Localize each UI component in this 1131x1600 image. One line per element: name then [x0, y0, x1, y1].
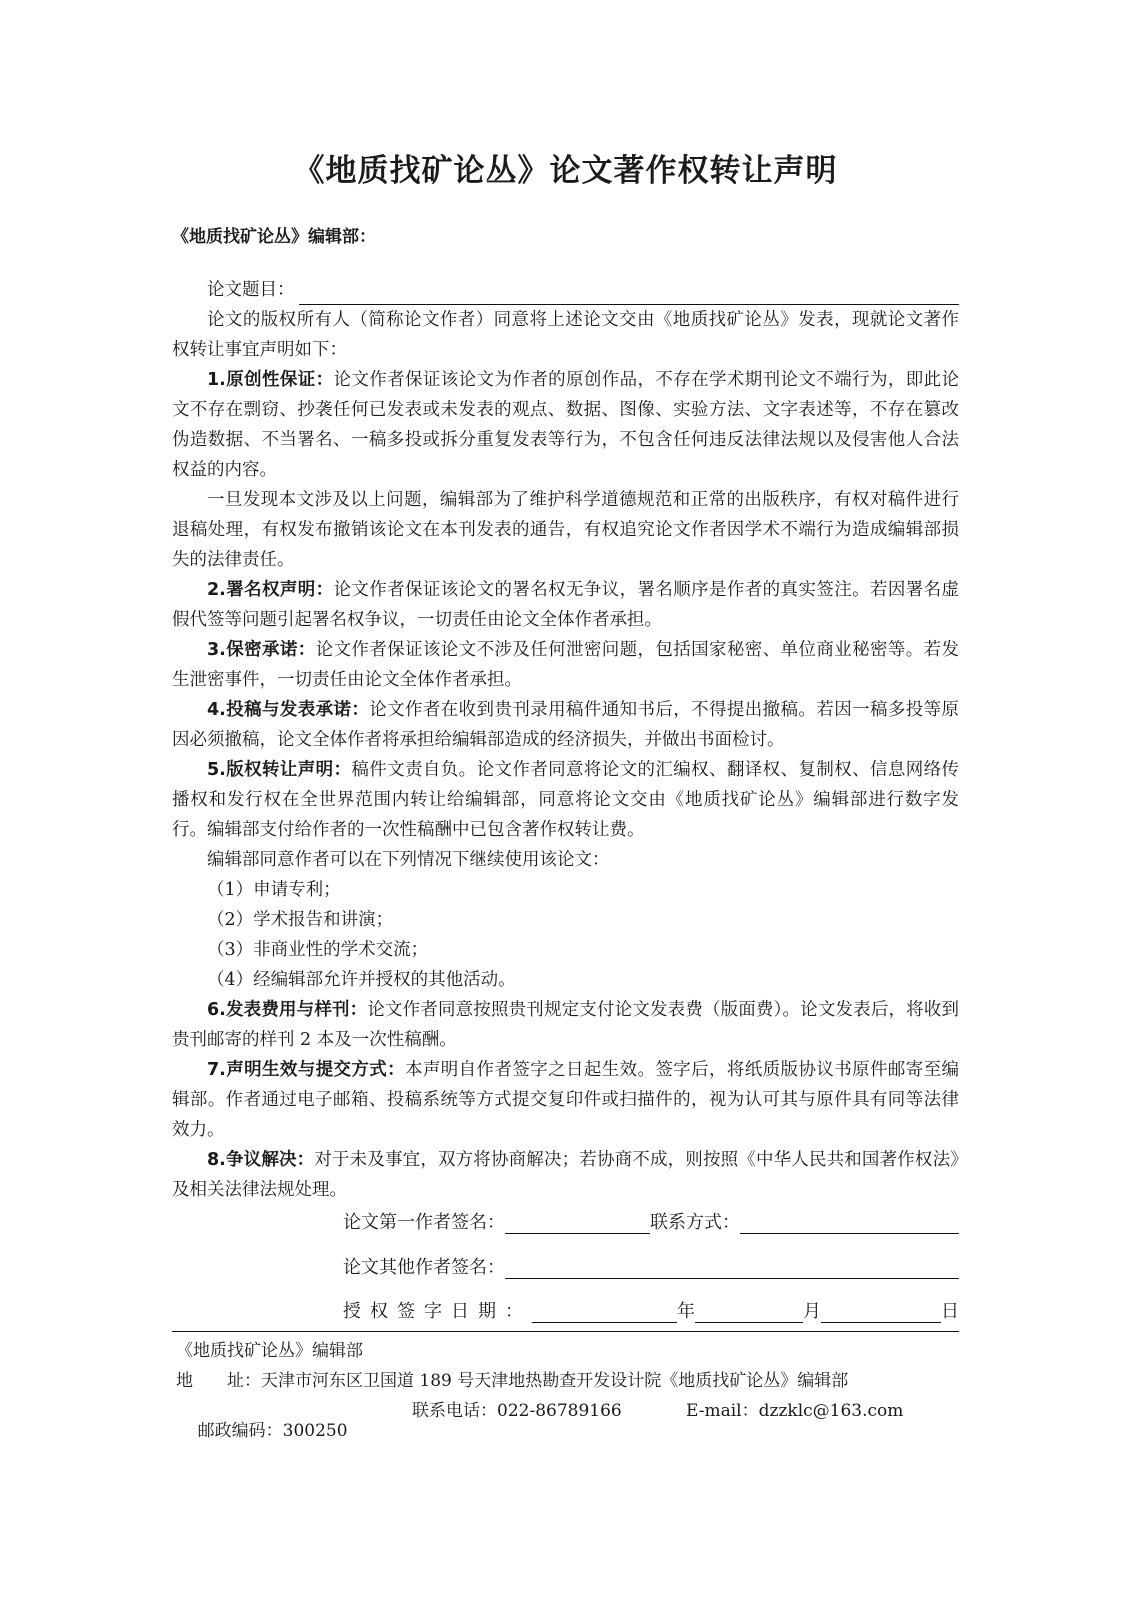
- footer-email-label: E-mail：: [686, 1401, 759, 1421]
- section-1-text: 论文作者保证该论文为作者的原创作品，不存在学术期刊论文不端行为，即此论文不存在剽窃、抄袭任何已发表或未发表的观点、数据、图像、实验方法、文字表述等，不存在篡改伪造数据、不当署名、一稿多投或拆分重复发表等行为，不包含任何违反法律法规以及侵害他人合法权益的内容。: [172, 370, 959, 480]
- footer-address: [176, 1366, 848, 1391]
- contact-field[interactable]: [740, 1209, 959, 1234]
- section-6-heading: 6.发表费用与样刊：: [207, 1000, 368, 1020]
- footer-postcode-value: 300250: [282, 1421, 348, 1441]
- section-4-heading: 4.投稿与发表承诺：: [207, 700, 370, 720]
- signature-row-date: [343, 1297, 959, 1323]
- year-label: 年: [677, 1301, 695, 1322]
- list-item: （4）经编辑部允许并授权的其他活动。: [207, 970, 516, 990]
- section-5-paragraph-2: 编辑部同意作者可以在下列情况下继续使用该论文：: [207, 850, 610, 870]
- section-8-heading: 8.争议解决：: [207, 1150, 315, 1170]
- section-6-text: 论文作者同意按照贵刊规定支付论文发表费（版面费）。论文发表后，将收到贵刊邮寄的样刊 2 本及一次性稿酬。: [172, 1000, 959, 1050]
- other-authors-label: 论文其他作者签名：: [343, 1257, 505, 1278]
- footer-phone-value: 022-86789166: [497, 1401, 622, 1421]
- first-author-signature-field[interactable]: [505, 1209, 650, 1234]
- addressee: 《地质找矿论丛》编辑部：: [172, 227, 376, 247]
- section-7-text: 本声明自作者签字之日起生效。签字后，将纸质版协议书原件邮寄至编辑部。作者通过电子邮箱、投稿系统等方式提交复印件或扫描件的，视为认可其与原件具有同等法律效力。: [172, 1060, 959, 1140]
- paper-title-row: [172, 275, 959, 305]
- footer-email: [686, 1396, 903, 1421]
- other-authors-signature-field[interactable]: [505, 1254, 959, 1279]
- footer-phone-label: 联系电话：: [412, 1401, 497, 1421]
- footer-org: 《地质找矿论丛》编辑部: [176, 1341, 363, 1361]
- date-label: 授权签字日期：: [343, 1301, 532, 1322]
- section-5-text: 稿件文责自负。论文作者同意将论文的汇编权、翻译权、复制权、信息网络传播权和发行权在全世界范围内转让给编辑部，同意将论文交由《地质找矿论丛》编辑部进行数字发行。编辑部支付给作者的一次性稿酬中已包含著作权转让费。: [172, 760, 960, 840]
- list-item: （3）非商业性的学术交流；: [207, 940, 429, 960]
- section-4-text: 论文作者在收到贵刊录用稿件通知书后，不得提出撤稿。若因一稿多投等原因必须撤稿，论文全体作者将承担给编辑部造成的经济损失，并做出书面检讨。: [172, 700, 959, 750]
- section-8: [172, 1145, 959, 1205]
- footer-address-value: 天津市河东区卫国道 189 号天津地热勘查开发设计院《地质找矿论丛》编辑部: [261, 1371, 849, 1391]
- year-field[interactable]: [532, 1298, 677, 1323]
- section-1-paragraph-2: 一旦发现本文涉及以上问题，编辑部为了维护科学道德规范和正常的出版秩序，有权对稿件进行退稿处理，有权发布撤销该论文在本刊发表的通告，有权追究论文作者因学术不端行为造成编辑部损失的法律责任。: [172, 490, 959, 570]
- footer-address-label: 地 址：: [176, 1371, 261, 1391]
- section-4: [172, 695, 959, 755]
- signature-row-other-authors: [343, 1253, 959, 1279]
- section-2-heading: 2.署名权声明：: [207, 580, 334, 600]
- footer-email-value[interactable]: dzzklc@163.com: [758, 1401, 904, 1421]
- contact-label: 联系方式：: [650, 1212, 740, 1233]
- section-1-heading: 1.原创性保证：: [207, 370, 334, 390]
- footer-divider: [172, 1331, 959, 1332]
- paper-title-label: 论文题目：: [207, 280, 295, 300]
- list-item: （1）申请专利；: [207, 880, 341, 900]
- section-7-heading: 7.声明生效与提交方式：: [207, 1060, 406, 1080]
- section-7: [172, 1055, 959, 1145]
- month-label: 月: [803, 1301, 821, 1322]
- paper-title-field[interactable]: [299, 282, 960, 305]
- section-3-heading: 3.保密承诺：: [207, 640, 316, 660]
- section-2-text: 论文作者保证该论文的署名权无争议，署名顺序是作者的真实签注。若因署名虚假代签等问题引起署名权争议，一切责任由论文全体作者承担。: [172, 580, 959, 630]
- section-5: [172, 755, 959, 845]
- footer-postcode-label: 邮政编码：: [197, 1421, 283, 1441]
- section-5-heading: 5.版权转让声明：: [207, 760, 352, 780]
- section-3: [172, 635, 959, 695]
- first-author-label: 论文第一作者签名：: [343, 1212, 505, 1233]
- document-body: [172, 275, 959, 1205]
- section-2: [172, 575, 959, 635]
- section-1: [172, 365, 959, 485]
- month-field[interactable]: [695, 1298, 803, 1323]
- day-label: 日: [941, 1301, 959, 1322]
- document-title: 《地质找矿论丛》论文著作权转让声明: [293, 153, 838, 189]
- section-8-text: 对于未及事宜，双方将协商解决；若协商不成，则按照《中华人民共和国著作权法》及相关法律法规处理。: [172, 1150, 960, 1200]
- intro-paragraph: 论文的版权所有人（简称论文作者）同意将上述论文交由《地质找矿论丛》发表，现就论文著作权转让事宜声明如下：: [172, 310, 959, 360]
- section-3-text: 论文作者保证该论文不涉及任何泄密问题，包括国家秘密、单位商业秘密等。若发生泄密事件，一切责任由论文全体作者承担。: [172, 640, 960, 690]
- section-6: [172, 995, 959, 1055]
- day-field[interactable]: [821, 1298, 941, 1323]
- signature-row-first-author: [343, 1208, 959, 1234]
- list-item: （2）学术报告和讲演；: [207, 910, 394, 930]
- footer-phone: [412, 1396, 622, 1421]
